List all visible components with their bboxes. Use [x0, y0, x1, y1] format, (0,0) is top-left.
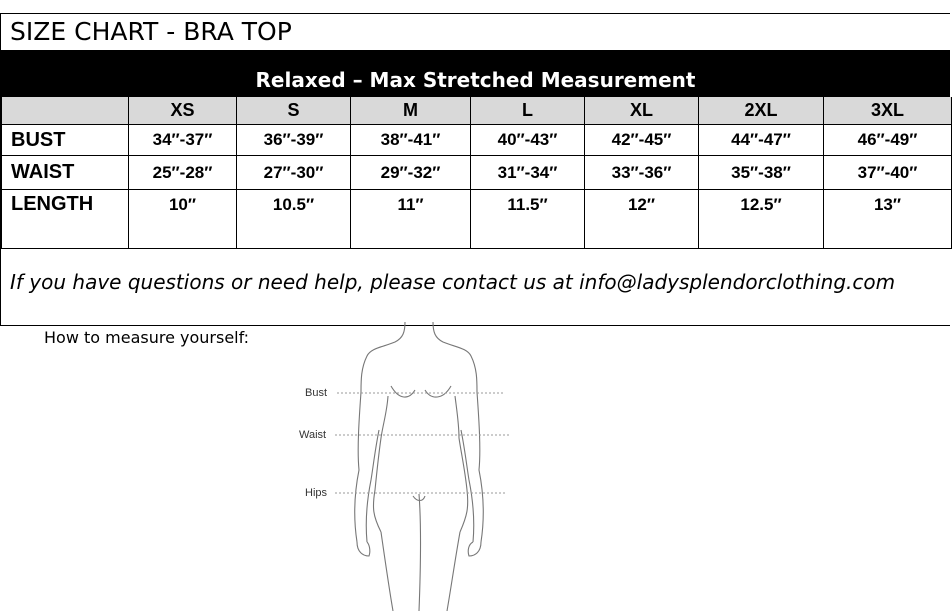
row-label-bust: BUST [2, 125, 129, 156]
waist-label: Waist [299, 429, 327, 441]
size-header-xs: XS [129, 97, 237, 125]
contact-note: If you have questions or need help, please contact us at info@ladysplendorclothing.com [10, 270, 896, 294]
size-header-3xl: 3XL [824, 97, 952, 125]
table-cell: 46″-49″ [824, 125, 952, 156]
table-cell: 10″ [129, 190, 237, 249]
table-cell: 13″ [824, 190, 952, 249]
measurement-lines [335, 393, 509, 493]
chart-title: SIZE CHART - BRA TOP [1, 14, 950, 51]
table-cell: 11″ [351, 190, 471, 249]
table-cell: 12.5″ [699, 190, 824, 249]
table-cell: 42″-45″ [585, 125, 699, 156]
row-label-length: LENGTH [2, 190, 129, 249]
table-cell: 25″-28″ [129, 156, 237, 190]
row-label-waist: WAIST [2, 156, 129, 190]
size-header-m: M [351, 97, 471, 125]
table-cell: 44″-47″ [699, 125, 824, 156]
table-cell: 40″-43″ [471, 125, 585, 156]
size-header-s: S [237, 97, 351, 125]
table-cell: 29″-32″ [351, 156, 471, 190]
table-cell: 11.5″ [471, 190, 585, 249]
how-to-measure-heading: How to measure yourself: [44, 328, 250, 347]
table-row-bust [2, 125, 952, 156]
table-row-length [2, 190, 952, 249]
measurement-banner: Relaxed – Max Stretched Measurement [1, 51, 950, 97]
table-cell: 27″-30″ [237, 156, 351, 190]
size-header-xl: XL [585, 97, 699, 125]
table-cell: 33″-36″ [585, 156, 699, 190]
size-table [1, 97, 952, 249]
size-header-l: L [471, 97, 585, 125]
table-cell: 37″-40″ [824, 156, 952, 190]
table-row-waist [2, 156, 952, 190]
table-cell: 38″-41″ [351, 125, 471, 156]
body-outline [355, 322, 483, 611]
bust-label: Bust [305, 387, 328, 399]
table-cell: 35″-38″ [699, 156, 824, 190]
table-cell: 31″-34″ [471, 156, 585, 190]
table-header-row [2, 97, 952, 125]
table-cell: 34″-37″ [129, 125, 237, 156]
size-header-2xl: 2XL [699, 97, 824, 125]
table-cell: 36″-39″ [237, 125, 351, 156]
table-cell: 12″ [585, 190, 699, 249]
table-cell: 10.5″ [237, 190, 351, 249]
size-chart [0, 13, 950, 326]
body-measurement-figure [295, 320, 535, 611]
hips-label: Hips [305, 487, 328, 499]
table-corner-cell [2, 97, 129, 125]
